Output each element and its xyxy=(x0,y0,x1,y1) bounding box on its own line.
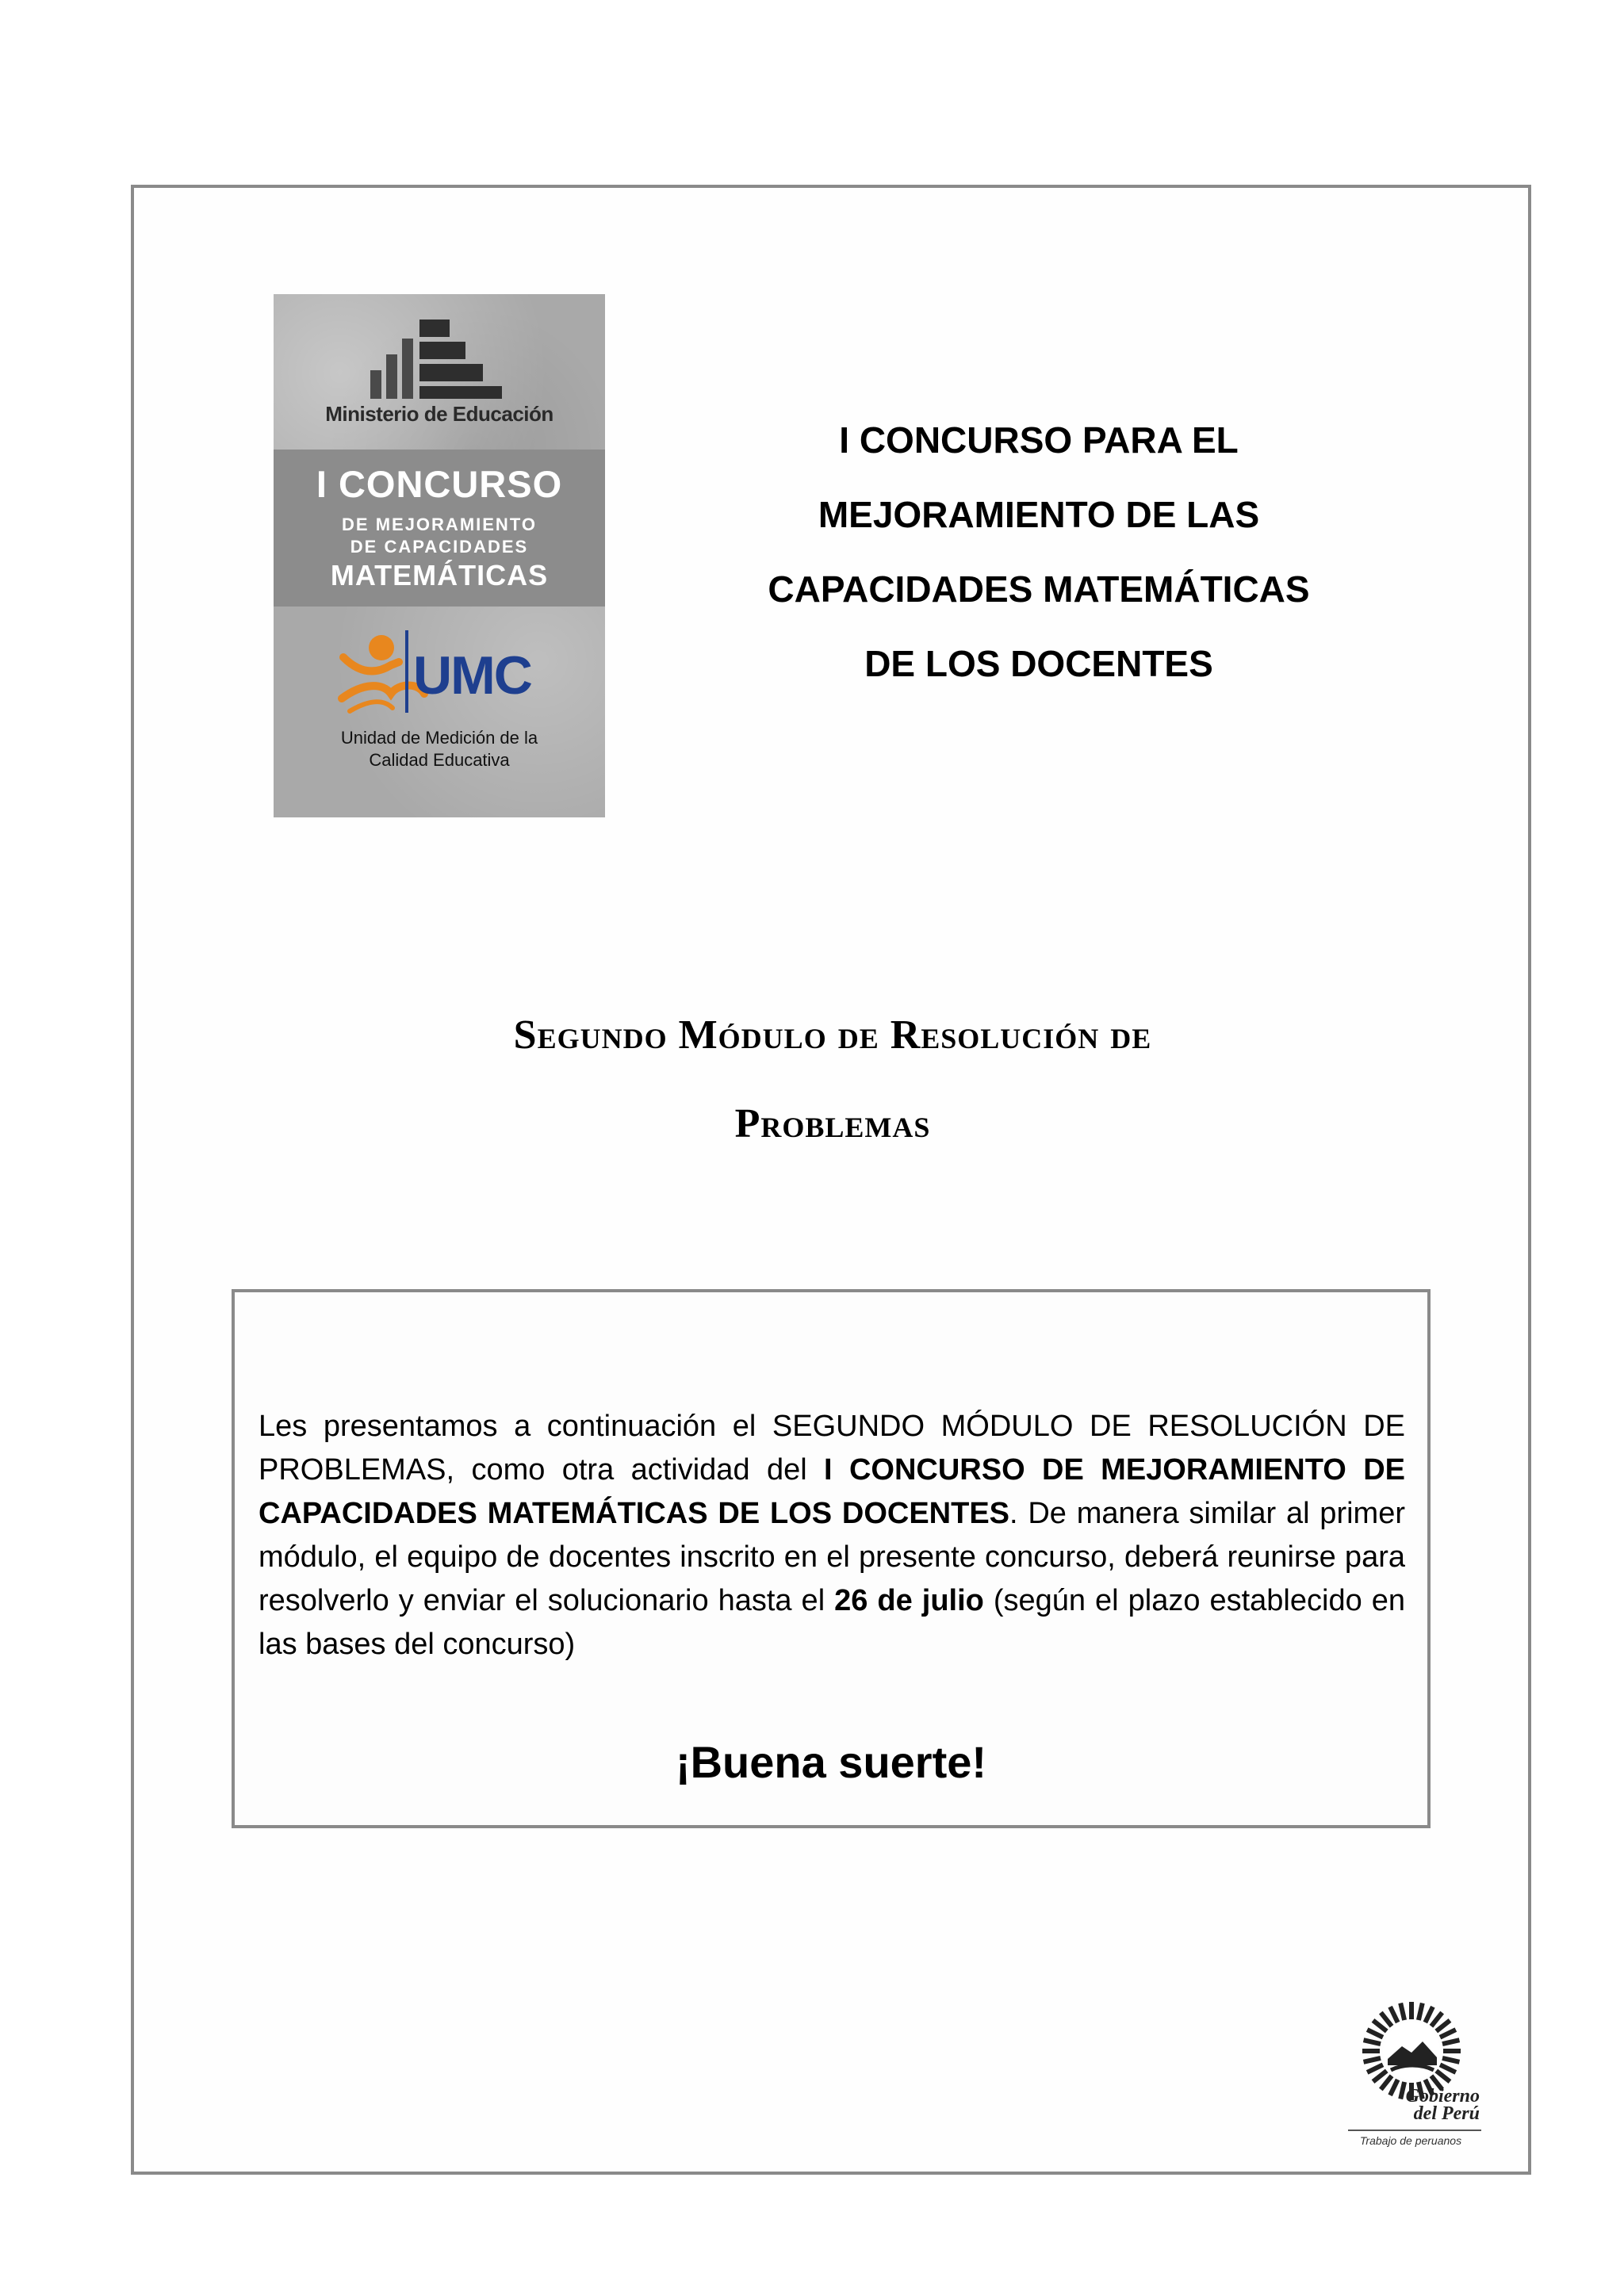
gov-name-line: del Perú xyxy=(1413,2103,1480,2124)
sun-ray xyxy=(1436,2071,1450,2082)
sun-ray xyxy=(1436,2020,1450,2031)
module-title-line: Problemas xyxy=(734,1101,931,1146)
sun-ray xyxy=(1381,2013,1392,2026)
sun-ray xyxy=(1440,2030,1456,2038)
module-title xyxy=(301,991,1364,1169)
sun-ray xyxy=(1367,2064,1383,2072)
cover-band-line: DE CAPACIDADES xyxy=(350,537,529,557)
footer-rule xyxy=(1348,2130,1481,2131)
intro-text-part: . De manera similar al primer módulo, el equipo de docentes inscrito en el presente concurso, deberá reunirse para resolverlo y enviar el solucionario hasta el xyxy=(259,1497,1405,1617)
deadline-bold: 26 de julio xyxy=(834,1584,984,1617)
sun-ray xyxy=(1419,2003,1423,2020)
umc-caption xyxy=(274,727,605,771)
sun-ray xyxy=(1367,2030,1383,2038)
gobierno-del-peru-wordmark xyxy=(1345,2087,1480,2122)
contest-cover-image xyxy=(274,294,605,817)
cover-band-line: DE MEJORAMIENTO xyxy=(342,515,537,534)
sun-ray xyxy=(1431,2013,1442,2026)
contest-title xyxy=(666,403,1411,701)
good-luck-text: ¡Buena suerte! xyxy=(675,1737,987,1787)
ministry-of-education-logo-icon xyxy=(362,315,513,402)
sun-ray xyxy=(1364,2058,1381,2062)
intro-box xyxy=(232,1289,1431,1828)
intro-paragraph xyxy=(259,1405,1405,1667)
sun-ray xyxy=(1442,2058,1459,2062)
sun-ray xyxy=(1400,2003,1404,2020)
umc-caption-line: Calidad Educativa xyxy=(369,750,510,770)
contest-title-line: DE LOS DOCENTES xyxy=(864,643,1213,684)
sun-ray xyxy=(1373,2020,1387,2031)
sun-ray xyxy=(1425,2007,1433,2022)
sun-ray xyxy=(1440,2064,1456,2072)
cover-contest-band xyxy=(274,450,605,607)
ministry-name: Ministerio de Educación xyxy=(325,402,553,426)
contest-title-line: CAPACIDADES MATEMÁTICAS xyxy=(768,568,1310,610)
sun-ray xyxy=(1442,2040,1459,2044)
sun-ray xyxy=(1364,2040,1381,2044)
umc-caption-line: Unidad de Medición de la xyxy=(340,728,538,748)
gov-tagline: Trabajo de peruanos xyxy=(1359,2134,1462,2147)
contest-title-line: I CONCURSO PARA EL xyxy=(839,419,1239,461)
sun-ray xyxy=(1373,2071,1387,2082)
intro-text-part: Les presentamos a continuación el SEGUNDO MÓDULO DE RESOLUCIÓN DE PROBLEMAS, como otra actividad del xyxy=(259,1410,1405,1487)
contest-title-line: MEJORAMIENTO DE LAS xyxy=(818,494,1260,535)
gov-name-line: Gobierno xyxy=(1405,2086,1480,2107)
cover-band-line: I CONCURSO xyxy=(316,463,563,505)
contest-name-bold: I CONCURSO DE MEJORAMIENTO DE CAPACIDADES MATEMÁTICAS DE LOS DOCENTES xyxy=(259,1453,1405,1530)
cover-band-line: MATEMÁTICAS xyxy=(330,559,549,591)
intro-text-part: (según el plazo establecido en las bases del concurso) xyxy=(259,1584,1405,1661)
module-title-line: Segundo Módulo de Resolución de xyxy=(513,1012,1152,1058)
umc-acronym: UMC xyxy=(413,645,531,706)
sun-ray xyxy=(1390,2007,1398,2022)
